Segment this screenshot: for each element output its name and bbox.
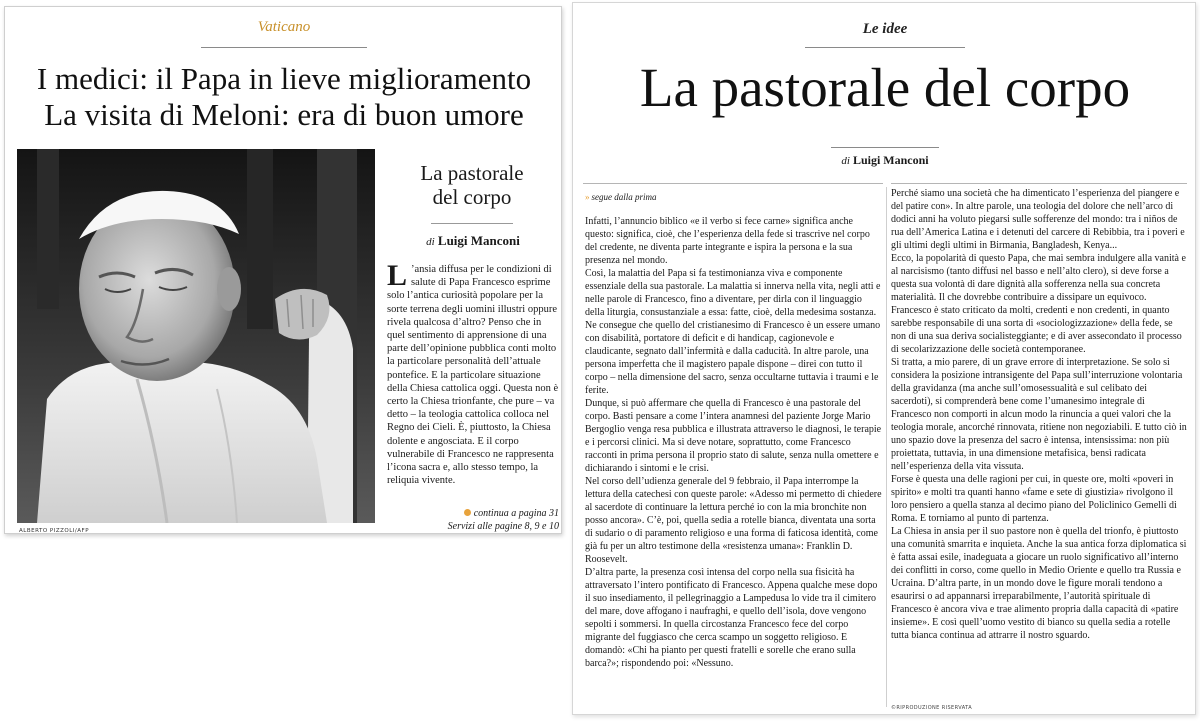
segue-note: » segue dalla prima [585, 192, 657, 202]
paragraph: Dunque, si può affermare che quella di Francesco è una pastorale del corpo. Basti pensare a come l’intera anamnesi del paziente Jorge Mario Bergoglio venga resa pubblica e illustrata attraverso le diagnosi, le terapie e i percorsi clinici. Ma si deve notare, soprattutto, come Francesco racconti in prima persona il proprio stato di salute, senza nulla omettere e dichiarando i sintomi e le crisi. [585, 398, 882, 474]
paragraph: Ecco, la popolarità di questo Papa, che mai sembra indulgere alla vanità e al narcisismo (tanto diffusi nel basso e nell’alto clero), si deve forse a questa sua volontà di dare dignità alla sofferenza nella sua concreta materialità. Il che dovrebbe contribuire a dissipare un equivoco. Francesco è stato criticato da molti, credenti e non credenti, in quanto sarebbe responsabile di una sorta di «sociologizzazione» della fede, se non di una sua deriva socialisteggiante; e di aver assecondato il processo di secolarizzazione delle società contemporanee. [891, 253, 1186, 355]
copyright-note: ©RIPRODUZIONE RISERVATA [891, 705, 973, 711]
paragraph: Forse è questa una delle ragioni per cui, in queste ore, molti «poveri in spirito» e molti tra quanti hanno «fame e sete di giustizia» rivolgono il loro pensiero a quella stanza al decimo piano del Policlinico Gemelli di Roma. E torniamo al punto di partenza. [891, 474, 1177, 524]
paragraph: Si tratta, a mio parere, di un grave errore di interpretazione. Se solo si considera la posizione intransigente del Papa sull’interruzione volontaria della gravidanza (ma anche sull’omosessualità e sul celibato dei sacerdoti), si comprenderà bene come l’umanesimo integrale di Francesco non comporti in alcun modo la rinuncia a quei valori che la teologia morale, ancorché rinnovata, ritiene non negoziabili. E tutto ciò in uno spazio dove la presenza del sacro è intensa, intensissima: non più proiettata, tuttavia, in una dimensione metafisica, bensì radicata nell’esperienza della vita vissuta. [891, 357, 1187, 472]
sidebar-body-text: ’ansia diffusa per le condizioni di salute di Papa Francesco esprime solo l’antica curiosità popolare per la sorte terrena degli uomini illustri oppure rivela qualcosa d’altro? Penso che in quel sentimento di apprensione di una parte dell’opinione pubblica conti molto la particolare personalità dell’attuale pontefice. E la particolare situazione della Chiesa cattolica oggi. Questa non è certo la Chiesa trionfante, che pure – va detto – la teologia cattolica colloca nel Regno dei Cieli. È, piuttosto, la Chiesa dolente e angosciata. E il corpo vulnerabile di Francesco ne rappresenta l’icona sacra e, allo stesso tempo, la reliquia vivente. [387, 264, 559, 487]
section-kicker-inside: Le idee [862, 21, 908, 37]
section-kicker: Vaticano [257, 19, 311, 35]
sidebar-article-body [387, 263, 559, 507]
byline-prefix: di [426, 236, 435, 248]
arrow-right-icon: » [585, 192, 590, 202]
sidebar-article-title [397, 161, 547, 209]
article-column-left [585, 215, 882, 707]
inside-page [572, 2, 1196, 715]
sidebar-title-line-1: La pastorale [420, 161, 524, 185]
paragraph: Infatti, l’annuncio biblico «e il verbo si fece carne» significa anche questo: significa, cioè, che l’esperienza della fede si trascrive nel corpo del credente, ne diventa parte integrante e ispira la persona e la sua presenza nel mondo. [585, 216, 870, 266]
continuation-notes [387, 507, 559, 533]
article-title: La pastorale del corpo [639, 57, 1131, 118]
article-column-right [891, 187, 1187, 707]
photo-credit: ALBERTO PIZZOLI/AFP [19, 528, 90, 534]
orange-dot-icon [464, 509, 471, 516]
drop-cap: L [387, 263, 408, 292]
column-divider [886, 187, 887, 707]
paragraph: Così, la malattia del Papa si fa testimonianza viva e componente essenziale della sua pastorale. La malattia si innerva nella vita, negli atti e nelle parole di Francesco, fino a diventare, per dirla con il linguaggio della liturgia, consustanziale a essa: fatte, cioè, della medesima sostanza. Ne consegue che quello del cristianesimo di Francesco è un essere umano con disabilità, portatore di deficit e di handicap, cagionevole e claudicante, segnato dall’infermità e dalla caducità. In altre parole, una persona imperfetta che il magistero papale dispone – direi con tutto il corpo – nella dimensione del sacro, senza occultarne tuttavia i traumi e le ferite. [585, 268, 881, 396]
paragraph: Nel corso dell’udienza generale del 9 febbraio, il Papa interrompe la lettura della catechesi con queste parole: «Adesso mi permetto di chiedere al sacerdote di continuare la lettura perché io con la mia bronchite non posso ancora». C’è, poi, quella sedia a rotelle bianca, diventata una sorta di sudario o di paramento religioso e una forma di faticosa identità, come già fu per un altro testimone della «resistenza umana»: Franklin D. Roosevelt. [585, 476, 882, 565]
front-headline [5, 61, 563, 133]
headline-line-1: I medici: il Papa in lieve miglioramento [36, 61, 532, 96]
byline-author-inside: Luigi Manconi [852, 153, 929, 167]
servizi-note: Servizi alle pagine 8, 9 e 10 [447, 521, 559, 532]
sidebar-divider [431, 223, 513, 224]
sidebar-byline [385, 233, 561, 249]
sidebar-title-line-2: del corpo [432, 185, 512, 209]
right-column-rule [891, 183, 1187, 184]
article-byline [573, 153, 1197, 168]
byline-prefix-inside: di [841, 155, 850, 167]
kicker-divider [201, 47, 367, 48]
byline-author: Luigi Manconi [437, 233, 520, 248]
paragraph: La Chiesa in ansia per il suo pastore non è quella del trionfo, è piuttosto una comunità smarrita e inquieta. Anche la sua antica forza diplomatica si è fatta assai esile, inadeguata a giocare un ruolo significativo all’interno dei conflitti in corso, come quello in Medio Oriente e quello tra Russia e Ucraina. D’altra parte, in un mondo dove le figure morali tendono a esaurirsi o ad appannarsi irreparabilmente, l’autorità spirituale di Francesco è ancora viva e trae alimento propria dalla capacità di «patire insieme». E così quell’uomo vestito di bianco su quella sedia a rotelle tutta bianca continua ad attrarre il nostro sguardo. [891, 526, 1187, 641]
paragraph: Perché siamo una società che ha dimenticato l’esperienza del piangere e del patire con». In altre parole, una teologia del dolore che nell’arco di dodici anni ha voluto piegarsi sulle sofferenze del mondo: tra i niños de rua dell’America Latina e i detenuti del carcere di Rebibbia, tra i poveri e gli ultimi degli ultimi in Birmania, Bangladesh, Kenya... [891, 188, 1185, 251]
title-divider [831, 147, 939, 148]
left-column-rule [583, 183, 883, 184]
pope-illustration [17, 149, 375, 523]
continua-link[interactable]: continua a pagina 31 [387, 507, 559, 520]
pope-photo [17, 149, 375, 523]
kicker-divider-inside [805, 47, 965, 48]
paragraph: D’altra parte, la presenza così intensa del corpo nella sua fisicità ha attraversato l’intero pontificato di Francesco. Appena qualche mese dopo il suo insediamento, il pellegrinaggio a Lampedusa lo vide tra il cimitero del mare, dove affogano i naufraghi, e quello dell’isola, dove vengono sepolti i sommersi. In quella circostanza Francesco fece del corpo migrante del fuggiasco che cerca scampo un soggetto religioso. E domandò: «Chi ha pianto per questi fratelli e sorelle che erano sulla barca?»; rispondendo poi: «Nessuno. [585, 567, 878, 669]
front-page-clipping [4, 6, 562, 534]
headline-line-2: La visita di Meloni: era di buon umore [44, 97, 524, 132]
